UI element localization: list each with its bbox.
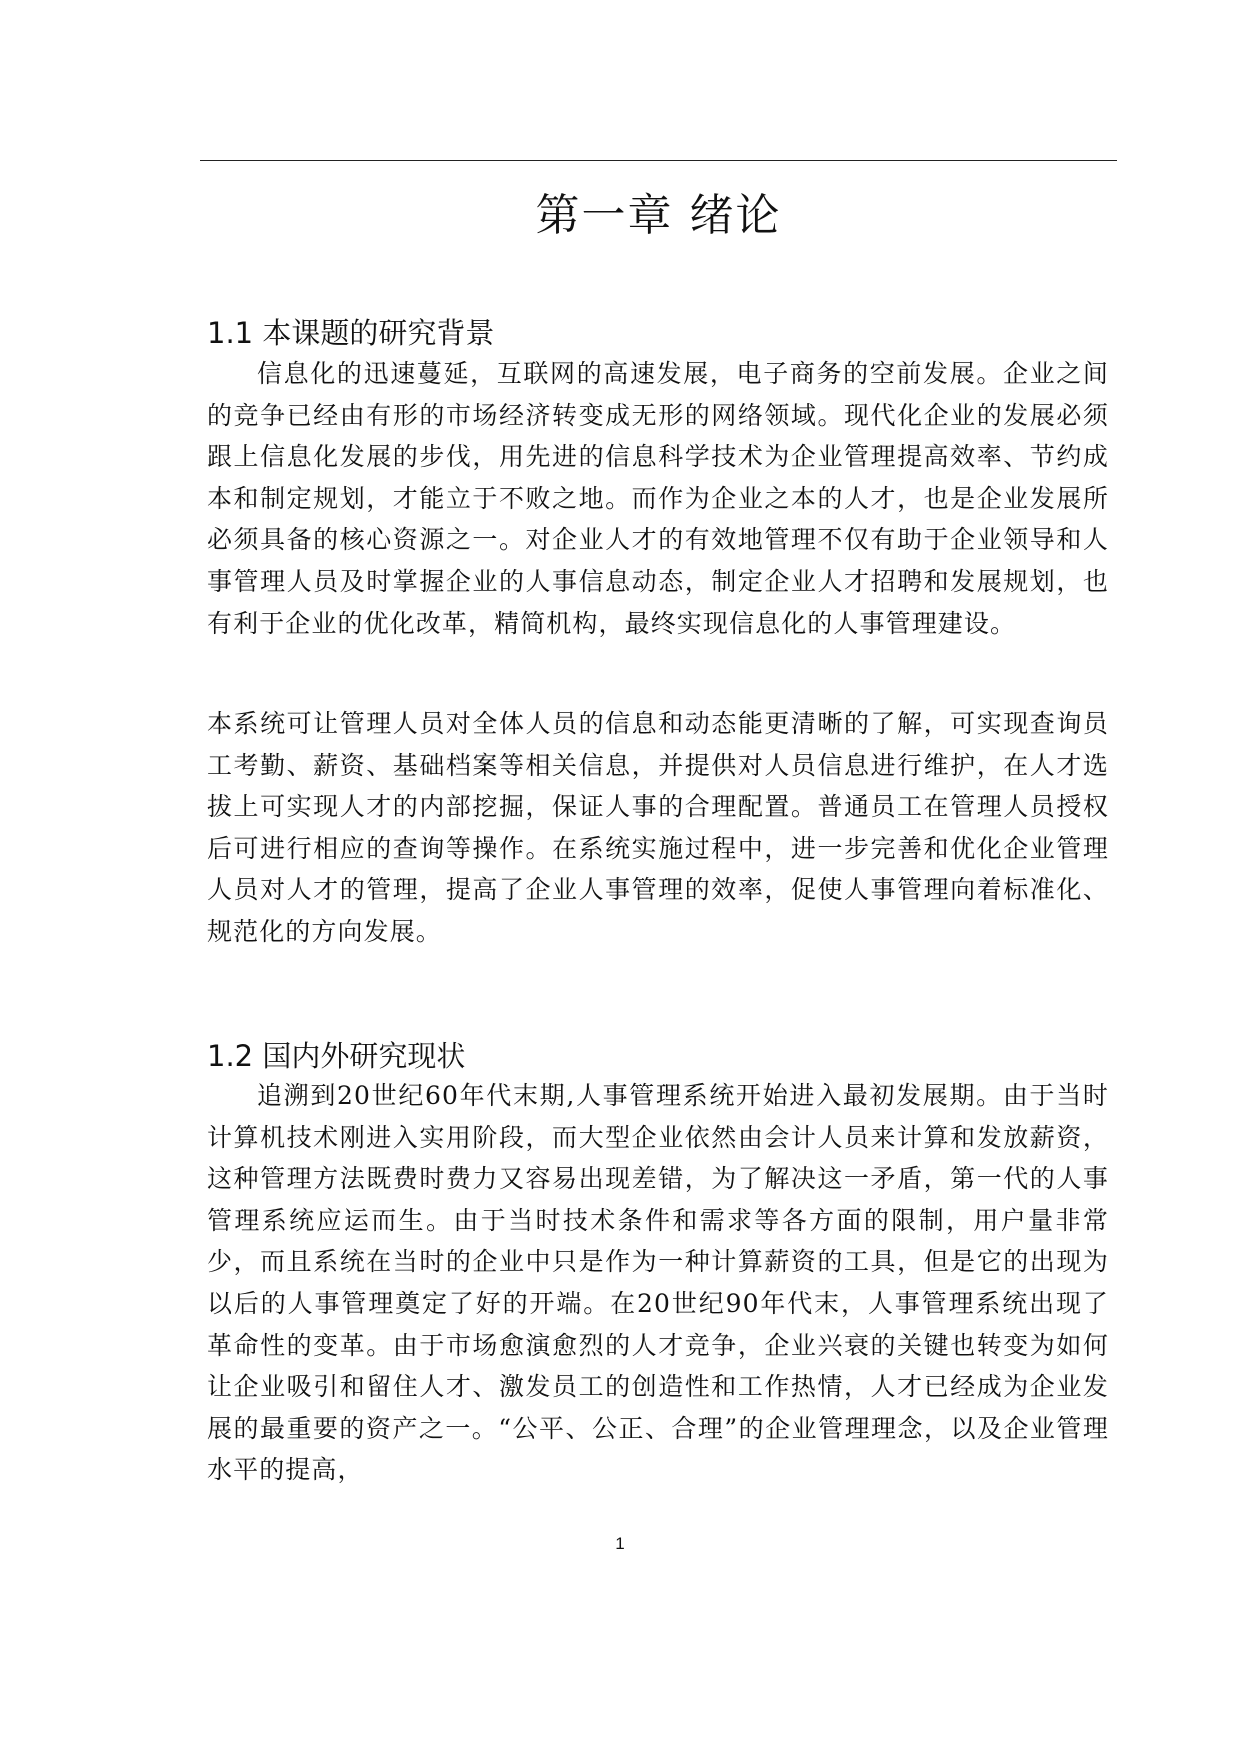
section-heading-1-2: 1.2 国内外研究现状: [207, 1039, 466, 1073]
paragraph-research-status: 追溯到20世纪60年代末期,人事管理系统开始进入最初发展期。由于当时计算机技术刚进入实用阶段，而大型企业依然由会计人员来计算和发放薪资，这种管理方法既费时费力又容易出现差错，为了解决这一矛盾，第一代的人事管理系统应运而生。由于当时技术条件和需求等各方面的限制，用户量非常少，而且系统在当时的企业中只是作为一种计算薪资的工具，但是它的出现为以后的人事管理奠定了好的开端。在20世纪90年代末，人事管理系统出现了革命性的变革。由于市场愈演愈烈的人才竞争，企业兴衰的关键也转变为如何让企业吸引和留住人才、激发员工的创造性和工作热情，人才已经成为企业发展的最重要的资产之一。“公平、公正、合理”的企业管理理念，以及企业管理水平的提高，: [207, 1081, 1109, 1485]
paragraph-background-2: 本系统可让管理人员对全体人员的信息和动态能更清晰的了解，可实现查询员工考勤、薪资、基础档案等相关信息，并提供对人员信息进行维护，在人才选拔上可实现人才的内部挖掘，保证人事的合理配置。普通员工在管理人员授权后可进行相应的查询等操作。在系统实施过程中，进一步完善和优化企业管理人员对人才的管理，提高了企业人事管理的效率，促使人事管理向着标准化、规范化的方向发展。: [207, 709, 1109, 946]
chapter-title: 第一章 绪论: [535, 190, 782, 241]
paragraph-background-1: 信息化的迅速蔓延，互联网的高速发展，电子商务的空前发展。企业之间的竞争已经由有形的市场经济转变成无形的网络领域。现代化企业的发展必须跟上信息化发展的步伐，用先进的信息科学技术为企业管理提高效率、节约成本和制定规划，才能立于不败之地。而作为企业之本的人才，也是企业发展所必须具备的核心资源之一。对企业人才的有效地管理不仅有助于企业领导和人事管理人员及时掌握企业的人事信息动态，制定企业人才招聘和发展规划，也有利于企业的优化改革，精简机构，最终实现信息化的人事管理建设。: [207, 359, 1109, 638]
section-heading-1-1: 1.1 本课题的研究背景: [207, 316, 495, 350]
page-number: 1: [615, 1534, 625, 1553]
header-rule: [200, 160, 1117, 161]
